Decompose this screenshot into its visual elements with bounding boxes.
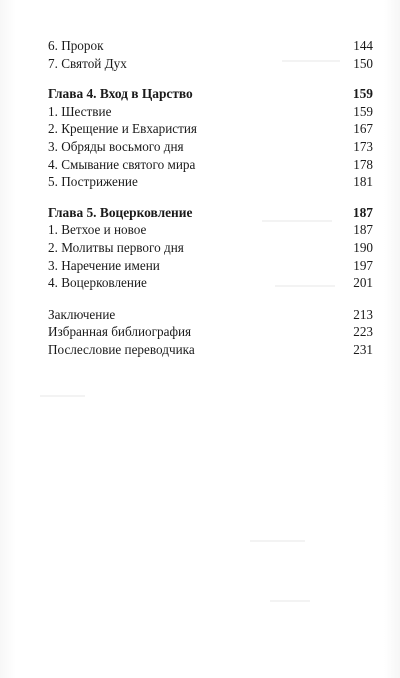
toc-entry-page: 201 bbox=[353, 275, 373, 291]
toc-entry-title: 4. Воцерковление bbox=[48, 275, 147, 291]
section-gap bbox=[48, 292, 373, 306]
chapter-page: 159 bbox=[352, 86, 373, 102]
toc-entry-page: 223 bbox=[353, 324, 373, 340]
show-through-mark bbox=[270, 600, 310, 602]
toc-entry-title: 1. Шествие bbox=[48, 103, 112, 119]
toc-entry bbox=[48, 120, 373, 138]
show-through-mark bbox=[250, 540, 305, 542]
toc-entry bbox=[48, 173, 373, 191]
toc-entry-page: 150 bbox=[353, 55, 373, 71]
chapter-heading bbox=[48, 85, 373, 103]
toc-entry-title: Избранная библиография bbox=[48, 324, 192, 340]
toc-entry bbox=[48, 274, 373, 292]
toc-entry-page: 144 bbox=[353, 38, 373, 53]
toc-entry-page: 187 bbox=[353, 222, 373, 238]
toc-entry-page: 231 bbox=[353, 341, 373, 357]
chapter-page: 187 bbox=[352, 204, 373, 220]
toc-entry bbox=[48, 55, 373, 73]
toc-entry-title: Заключение bbox=[48, 306, 116, 322]
toc-entry bbox=[48, 257, 373, 275]
toc-entry-title: 6. Пророк bbox=[48, 38, 104, 53]
toc-entry bbox=[48, 138, 373, 156]
toc-entry-title: Послесловие переводчика bbox=[48, 341, 195, 357]
chapter-title: Глава 5. Воцерковление bbox=[48, 204, 193, 220]
toc-entry-title: 5. Пострижение bbox=[48, 174, 138, 190]
toc-entry-page: 190 bbox=[353, 239, 373, 255]
toc-entry-title: 3. Наречение имени bbox=[48, 257, 160, 273]
toc-entry bbox=[48, 103, 373, 121]
toc-entry-title: 3. Обряды восьмого дня bbox=[48, 138, 184, 154]
chapter-heading bbox=[48, 204, 373, 222]
section-gap bbox=[48, 72, 373, 85]
show-through-mark bbox=[40, 395, 85, 397]
toc-entry bbox=[48, 239, 373, 257]
toc-entry bbox=[48, 221, 373, 239]
toc-entry-page: 178 bbox=[353, 156, 373, 172]
toc-entry-title: 4. Смывание святого мира bbox=[48, 156, 196, 172]
toc-entry bbox=[48, 341, 373, 359]
toc-entry-page: 181 bbox=[353, 174, 373, 190]
toc-entry bbox=[48, 306, 373, 324]
toc-entry-title: 7. Святой Дух bbox=[48, 55, 127, 71]
toc-entry-page: 213 bbox=[353, 306, 373, 322]
toc-entry-page: 197 bbox=[353, 257, 373, 273]
chapter-title: Глава 4. Вход в Царство bbox=[48, 86, 193, 102]
table-of-contents bbox=[48, 37, 373, 359]
section-gap bbox=[48, 191, 373, 204]
toc-entry-title: 1. Ветхое и новое bbox=[48, 222, 147, 238]
toc-entry bbox=[48, 156, 373, 174]
toc-entry-page: 167 bbox=[353, 121, 373, 137]
toc-entry-page: 173 bbox=[353, 138, 373, 154]
toc-entry-page: 159 bbox=[353, 103, 373, 119]
toc-entry bbox=[48, 37, 373, 55]
toc-entry-title: 2. Крещение и Евхаристия bbox=[48, 121, 198, 137]
toc-entry-title: 2. Молитвы первого дня bbox=[48, 239, 184, 255]
toc-entry bbox=[48, 323, 373, 341]
